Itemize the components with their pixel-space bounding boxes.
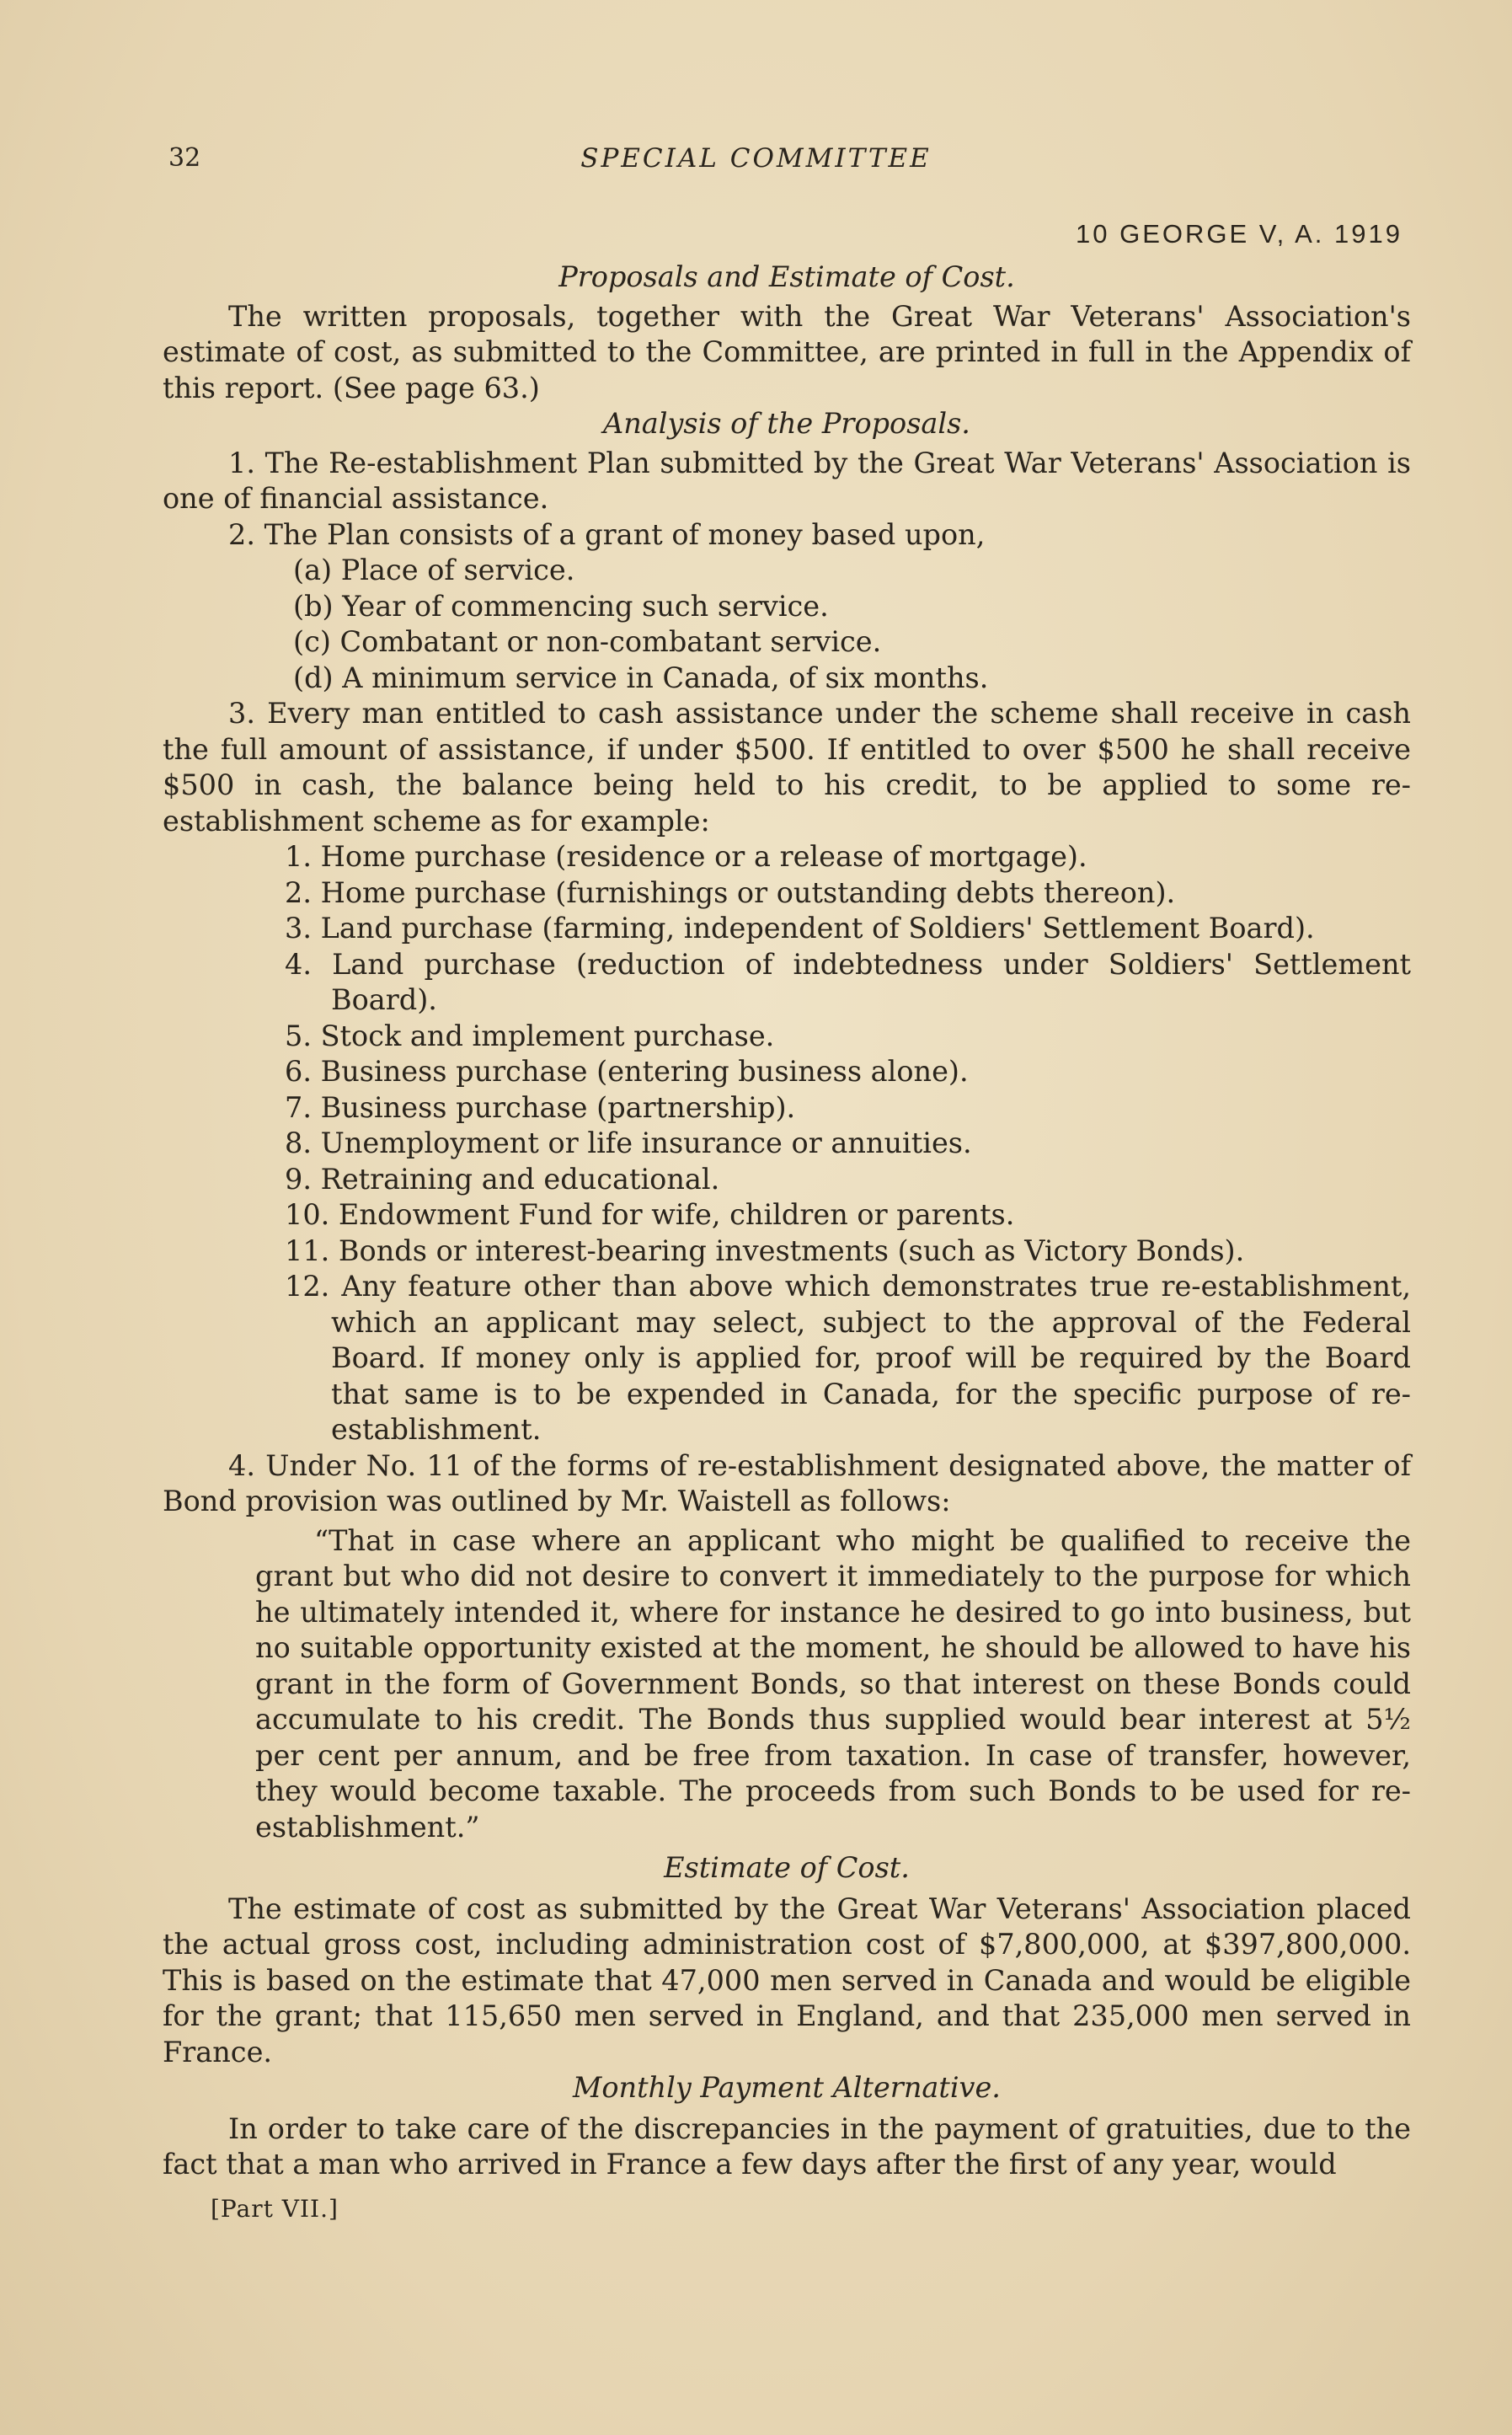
- block-quote: “That in case where an applicant who might be qualified to receive the grant but who did not desire to convert it immediately to the purpose for which he ultimately intended it, where for instance he desired to go into business, but no suitable opportunity existed at the moment, he should be allowed to have his grant in the form of Government Bonds, so that interest on these Bonds could accumulate to his credit. The Bonds thus supplied would bear interest at 5½ per cent per annum, and be free from taxation. In case of transfer, however, they would become taxable. The proceeds from such Bonds to be used for re-establishment.”: [255, 1523, 1411, 1844]
- heading-proposals: Proposals and Estimate of Cost.: [558, 260, 1015, 293]
- list-item-d: (d) A minimum service in Canada, of six months.: [293, 661, 989, 694]
- list-item-6: 6. Business purchase (entering business alone).: [285, 1055, 969, 1088]
- list-item-b: (b) Year of commencing such service.: [293, 589, 829, 623]
- page-number: 32: [168, 143, 201, 173]
- paragraph-proposals: The written proposals, together with the Great War Veterans' Association's estimate of cost, as submitted to the Committee, are printed in full in the Appendix of this report. (See page 63.): [163, 299, 1411, 404]
- list-item-8: 8. Unemployment or life insurance or annuities.: [285, 1127, 972, 1159]
- list-item-c: (c) Combatant or non-combatant service.: [293, 625, 882, 658]
- heading-estimate: Estimate of Cost.: [664, 1851, 910, 1884]
- paragraph-monthly-payment: In order to take care of the discrepancies in the payment of gratuities, due to the fact that a man who arrived in France a few days after the first of any year, would: [163, 2111, 1411, 2181]
- heading-monthly-payment: Monthly Payment Alternative.: [573, 2071, 1001, 2104]
- paragraph-point-2: 2. The Plan consists of a grant of money based upon,: [228, 517, 986, 551]
- list-item-a: (a) Place of service.: [293, 554, 575, 586]
- paragraph-point-4: 4. Under No. 11 of the forms of re-establishment designated above, the matter of Bond provision was outlined by Mr. Waistell as follows:: [163, 1448, 1411, 1517]
- running-title: SPECIAL COMMITTEE: [580, 143, 932, 174]
- list-item-4: 4. Land purchase (reduction of indebtedness under Soldiers' Settlement Board).: [285, 947, 1411, 1016]
- list-item-5: 5. Stock and implement purchase.: [285, 1019, 775, 1052]
- list-item-2: 2. Home purchase (furnishings or outstanding debts thereon).: [285, 875, 1176, 909]
- list-item-3: 3. Land purchase (farming, independent of Soldiers' Settlement Board).: [285, 912, 1315, 945]
- list-item-1: 1. Home purchase (residence or a release of mortgage).: [285, 840, 1087, 873]
- list-item-12: 12. Any feature other than above which demonstrates true re-establishment, which an applicant may select, subject to the approval of the Federal Board. If money only is applied for, proof will be required by the Board that same is to be expended in Canada, for the specific purpose of re-establishment.: [285, 1270, 1411, 1446]
- list-item-7: 7. Business purchase (partnership).: [285, 1090, 796, 1124]
- list-item-10: 10. Endowment Fund for wife, children or parents.: [285, 1198, 1015, 1231]
- paragraph-estimate: The estimate of cost as submitted by the Great War Veterans' Association placed the actual gross cost, including administration cost of $7,800,000, at $397,800,000. This is based on the estimate that 47,000 men served in Canada and would be eligible for the grant; that 115,650 men served in England, and that 235,000 men served in France.: [163, 1892, 1411, 2068]
- paragraph-point-1: 1. The Re-establishment Plan submitted by the Great War Veterans' Association is one of financial assistance.: [163, 446, 1411, 515]
- heading-analysis: Analysis of the Proposals.: [603, 407, 970, 440]
- list-item-9: 9. Retraining and educational.: [285, 1162, 720, 1196]
- paragraph-point-3: 3. Every man entitled to cash assistance under the scheme shall receive in cash the full amount of assistance, if under $500. If entitled to over $500 he shall receive $500 in cash, the balance being held to his credit, to be applied to some re-establishment scheme as for example:: [163, 697, 1411, 838]
- list-item-11: 11. Bonds or interest-bearing investments (such as Victory Bonds).: [285, 1234, 1245, 1267]
- part-marker: [Part VII.]: [211, 2195, 339, 2223]
- session-reference: 10 GEORGE V, A. 1919: [1076, 219, 1402, 249]
- body-text: [163, 260, 1411, 2183]
